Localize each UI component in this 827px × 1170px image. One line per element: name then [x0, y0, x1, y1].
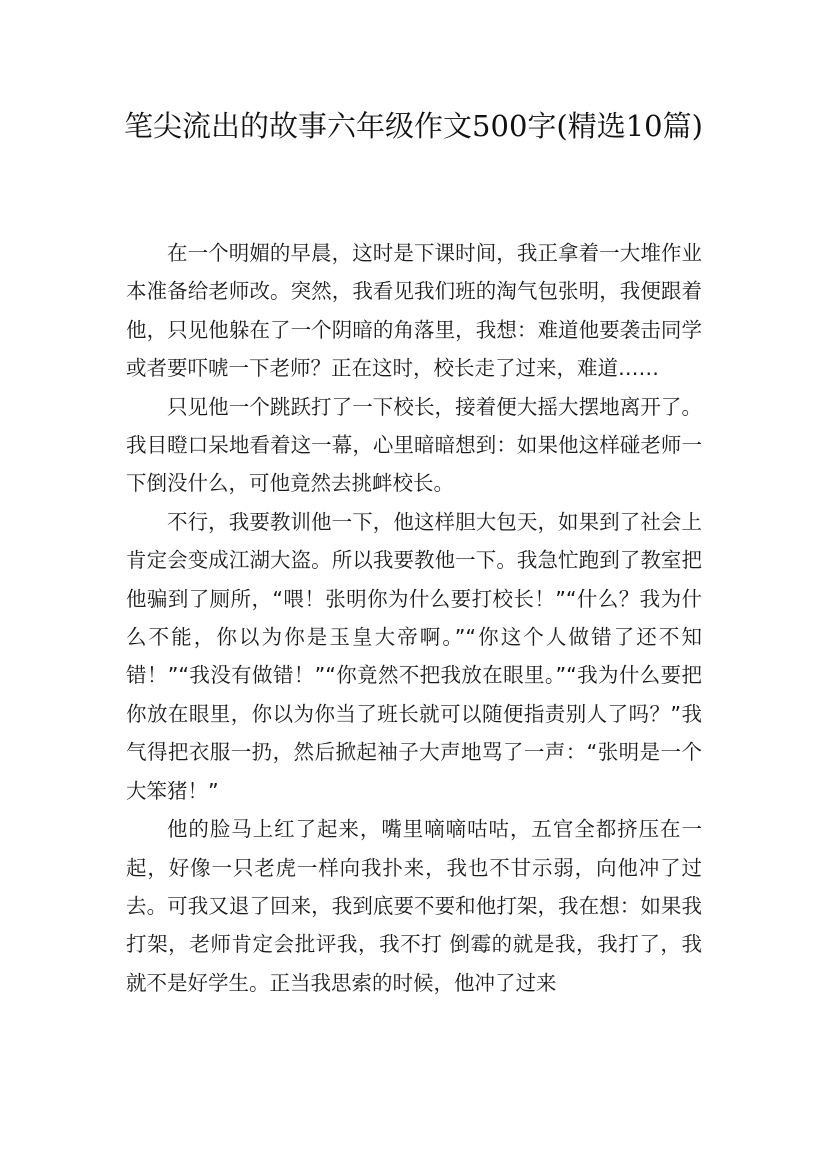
- document-body: [126, 234, 702, 1002]
- document-title: 笔尖流出的故事六年级作文500字(精选10篇): [124, 109, 703, 143]
- paragraph-1: 在一个明媚的早晨，这时是下课时间，我正拿着一大堆作业本准备给老师改。突然，我看见我们班的淘气包张明，我便跟着他，只见他躲在了一个阴暗的角落里，我想：难道他要袭击同学或者要吓唬一下老师？正在这时，校长走了过来，难道……: [126, 241, 702, 381]
- paragraph-3: 不行，我要教训他一下，他这样胆大包天，如果到了社会上肯定会变成江湖大盗。所以我要教他一下。我急忙跑到了教室把他骗到了厕所，“喂！张明你为什么要打校长！”“什么？我为什么不能，你以为你是玉皇大帝啊。”“你这个人做错了还不知错！”“我没有做错！”“你竟然不把我放在眼里。”“我为什么要把你放在眼里，你以为你当了班长就可以随便指责别人了吗？”我气得把衣服一扔，然后掀起袖子大声地骂了一声：“张明是一个大笨猪！”: [126, 509, 702, 803]
- paragraph-2: 只见他一个跳跃打了一下校长，接着便大摇大摆地离开了。我目瞪口呆地看着这一幕，心里暗暗想到：如果他这样碰老师一下倒没什么，可他竟然去挑衅校长。: [126, 394, 702, 496]
- paragraph-4: 他的脸马上红了起来，嘴里嘀嘀咕咕，五官全都挤压在一起，好像一只老虎一样向我扑来，我也不甘示弱，向他冲了过去。可我又退了回来，我到底要不要和他打架，我在想：如果我打架，老师肯定会批评我，我不打 倒霉的就是我，我打了，我就不是好学生。正当我思索的时候，他冲了过来: [126, 817, 702, 995]
